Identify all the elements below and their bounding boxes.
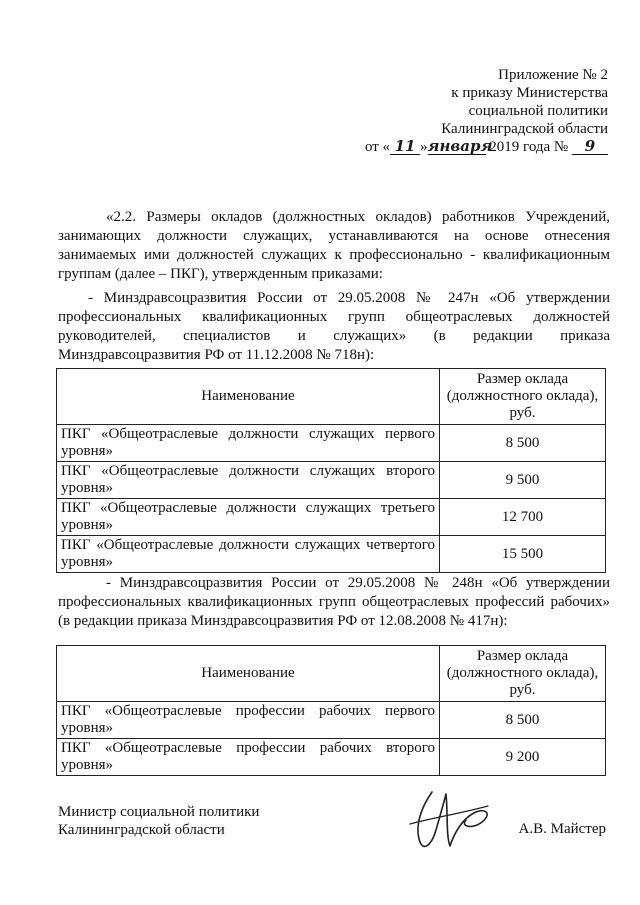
order-number: 9 xyxy=(572,139,608,155)
table-row xyxy=(57,499,606,536)
position-line-1: Министр социальной политики xyxy=(58,804,260,820)
column-header-name: Наименование xyxy=(57,369,440,425)
table-row xyxy=(57,462,606,499)
row-name: ПКГ «Общеотраслевые должности служащих третьего уровня» xyxy=(57,499,440,536)
appendix-title: Приложение № 2 xyxy=(498,67,608,83)
row-name: ПКГ «Общеотраслевые должности служащих второго уровня» xyxy=(57,462,440,499)
column-header-name: Наименование xyxy=(57,646,440,702)
date-year: 2019 года № xyxy=(489,139,569,155)
column-header-salary: Размер оклада (должностного оклада), руб. xyxy=(440,369,606,425)
handwritten-signature xyxy=(402,784,494,856)
header-ministry: социальной политики xyxy=(468,103,608,119)
date-prefix: от « xyxy=(364,139,391,155)
row-salary: 8 500 xyxy=(440,425,606,462)
table-header-row xyxy=(57,646,606,702)
intro-paragraph: «2.2. Размеры окладов (должностных окладов) работников Учреждений, занимающих должности служащих, устанавливаются на основе отнесения занимаемых ими должностей служащих к профессионально - квалификационным группам (далее – ПКГ), утвержденным приказами: xyxy=(58,209,610,282)
header-order-ref: к приказу Министерства xyxy=(451,85,608,101)
row-name: ПКГ «Общеотраслевые профессии рабочих первого уровня» xyxy=(57,702,440,739)
date-day: 11 xyxy=(390,139,420,155)
section2-paragraph: - Минздравсоцразвития России от 29.05.2008 № 248н «Об утверждении профессиональных квалификационных групп общеотраслевых профессий рабочих» (в редакции приказа Минздравсоцразвития РФ от 12.08.2008 № 417н): xyxy=(58,575,610,629)
position-line-2: Калининградской области xyxy=(58,822,225,838)
row-name: ПКГ «Общеотраслевые должности служащих первого уровня» xyxy=(57,425,440,462)
row-salary: 8 500 xyxy=(440,702,606,739)
row-salary: 9 500 xyxy=(440,462,606,499)
column-header-salary: Размер оклада (должностного оклада), руб. xyxy=(440,646,606,702)
document-header xyxy=(365,66,608,156)
order-date-line xyxy=(365,138,608,156)
header-region: Калининградской области xyxy=(441,121,608,137)
table-header-row xyxy=(57,369,606,425)
section1-paragraph: - Минздравсоцразвития России от 29.05.2008 № 247н «Об утверждении профессиональных квалификационных групп общеотраслевых должностей руководителей, специалистов и служащих» (в редакции приказа Минздравсоцразвития РФ от 11.12.2008 № 718н): xyxy=(58,290,610,363)
row-name: ПКГ «Общеотраслевые должности служащих четвертого уровня» xyxy=(57,536,440,573)
signatory-name: А.В. Майстер xyxy=(518,821,606,837)
table-row xyxy=(57,739,606,776)
row-name: ПКГ «Общеотраслевые профессии рабочих второго уровня» xyxy=(57,739,440,776)
date-mid: » xyxy=(420,139,428,155)
table-row xyxy=(57,536,606,573)
date-month: января xyxy=(427,137,493,155)
table-row xyxy=(57,702,606,739)
salary-table-workers xyxy=(56,645,606,776)
table-row xyxy=(57,425,606,462)
row-salary: 15 500 xyxy=(440,536,606,573)
salary-table-employees xyxy=(56,368,606,573)
row-salary: 12 700 xyxy=(440,499,606,536)
signatory-position xyxy=(58,803,259,839)
row-salary: 9 200 xyxy=(440,739,606,776)
